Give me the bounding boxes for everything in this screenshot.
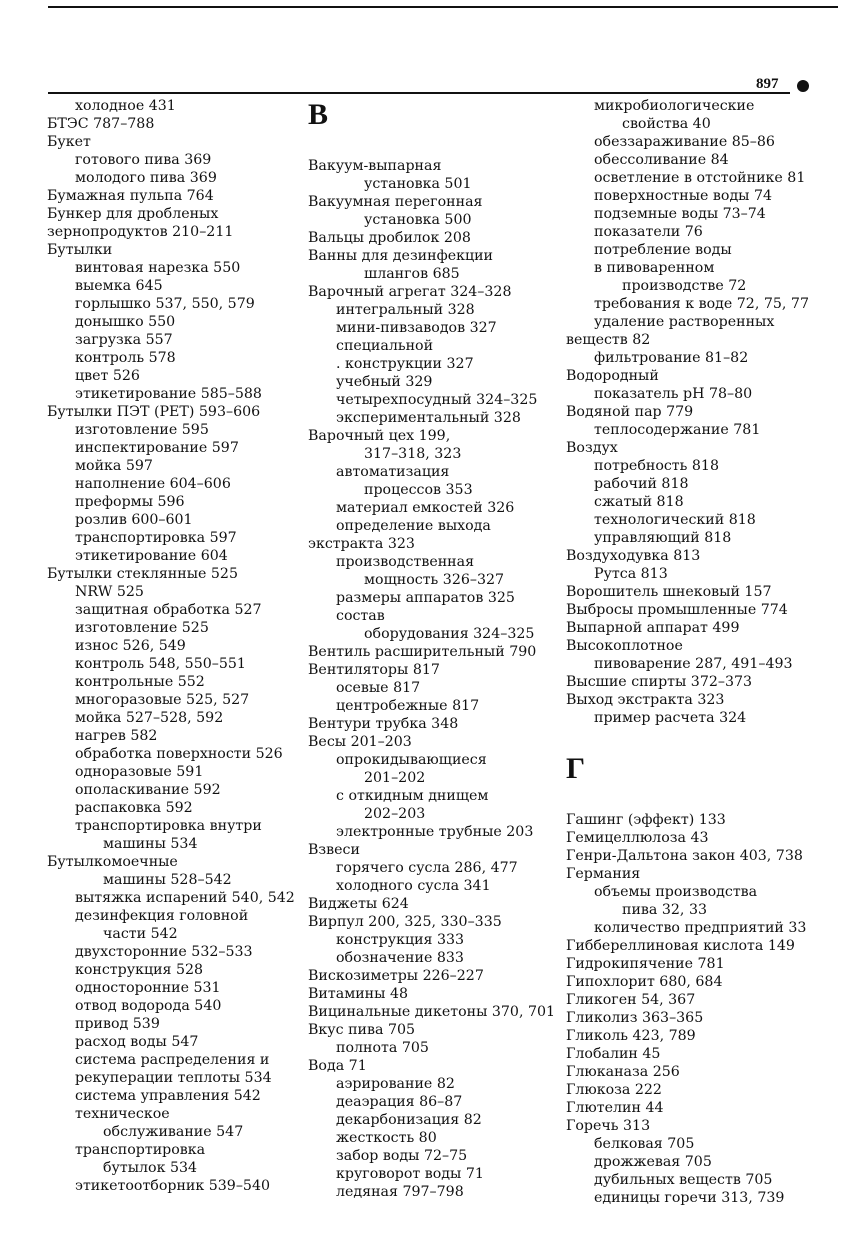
index-subentry: обслуживание 547 xyxy=(103,1124,244,1140)
index-subentry: аэрирование 82 xyxy=(336,1076,455,1092)
index-entry: Вирпул 200, 325, 330–335 xyxy=(308,914,502,930)
index-subentry: пива 32, 33 xyxy=(622,902,707,918)
index-subentry: электронные трубные 203 xyxy=(336,824,534,840)
index-entry: Букет xyxy=(47,134,91,150)
index-entry: Ворошитель шнековый 157 xyxy=(566,584,772,600)
index-subentry: теплосодержание 781 xyxy=(594,422,761,438)
index-subentry: с откидным днищем xyxy=(336,788,489,804)
section-letter: В xyxy=(308,98,329,131)
index-subentry: привод 539 xyxy=(75,1016,160,1032)
index-subentry: система распределения и xyxy=(75,1052,270,1068)
index-entry: Гипохлорит 680, 684 xyxy=(566,974,723,990)
index-subentry: обессоливание 84 xyxy=(594,152,729,168)
index-subentry: сжатый 818 xyxy=(594,494,684,510)
index-subentry: опрокидывающиеся xyxy=(336,752,487,768)
index-subentry: холодного сусла 341 xyxy=(336,878,491,894)
index-entry: Гликоген 54, 367 xyxy=(566,992,696,1008)
index-subentry: процессов 353 xyxy=(364,482,473,498)
index-entry: Воздух xyxy=(566,440,618,456)
page-bullet-icon xyxy=(797,80,809,92)
index-subentry: загрузка 557 xyxy=(75,332,173,348)
index-subentry: дубильных веществ 705 xyxy=(594,1172,773,1188)
index-subentry: пивоварение 287, 491–493 xyxy=(594,656,793,672)
index-entry: Водородный xyxy=(566,368,659,384)
index-subentry: специальной xyxy=(336,338,434,354)
index-entry: Вицинальные дикетоны 370, 701 xyxy=(308,1004,556,1020)
index-subentry: забор воды 72–75 xyxy=(336,1148,468,1164)
section-letter: Г xyxy=(566,752,586,785)
index-subentry: определение выхода xyxy=(336,518,491,534)
index-entry: Вальцы дробилок 208 xyxy=(308,230,471,246)
index-entry: Ванны для дезинфекции xyxy=(308,248,493,264)
index-entry: Глюкоза 222 xyxy=(566,1082,662,1098)
index-subentry: защитная обработка 527 xyxy=(75,602,262,618)
index-subentry: техническое xyxy=(75,1106,170,1122)
index-entry: Гидрокипячение 781 xyxy=(566,956,725,972)
index-subentry: бутылок 534 xyxy=(103,1160,198,1176)
index-subentry: конструкция 528 xyxy=(75,962,204,978)
index-column-2 xyxy=(308,97,558,1201)
index-subentry: наполнение 604–606 xyxy=(75,476,231,492)
index-entry: Бумажная пульпа 764 xyxy=(47,188,214,204)
index-subentry: показатели 76 xyxy=(594,224,703,240)
index-subentry: горячего сусла 286, 477 xyxy=(336,860,518,876)
index-subentry: горлышко 537, 550, 579 xyxy=(75,296,255,312)
index-entry: Вискозиметры 226–227 xyxy=(308,968,484,984)
index-subentry: мойка 597 xyxy=(75,458,153,474)
index-subentry: центробежные 817 xyxy=(336,698,480,714)
index-subentry: молодого пива 369 xyxy=(75,170,217,186)
index-subentry: транспортировка 597 xyxy=(75,530,237,546)
index-subentry: фильтрование 81–82 xyxy=(594,350,749,366)
index-entry: Гашинг (эффект) 133 xyxy=(566,812,726,828)
index-subentry: удаление растворенных xyxy=(594,314,775,330)
index-subentry: контроль 548, 550–551 xyxy=(75,656,246,672)
index-subentry: вытяжка испарений 540, 542 xyxy=(75,890,295,906)
index-subentry: технологический 818 xyxy=(594,512,756,528)
index-entry: Бункер для дробленых xyxy=(47,206,219,222)
index-entry: экстракта 323 xyxy=(308,536,415,552)
index-subentry: полнота 705 xyxy=(336,1040,429,1056)
index-subentry: мойка 527–528, 592 xyxy=(75,710,224,726)
index-entry: зернопродуктов 210–211 xyxy=(47,224,234,240)
index-entry: Вакуум-выпарная xyxy=(308,158,442,174)
index-subentry: экспериментальный 328 xyxy=(336,410,521,426)
index-entry: Выпарной аппарат 499 xyxy=(566,620,740,636)
index-subentry: выемка 645 xyxy=(75,278,163,294)
index-entry: БТЭС 787–788 xyxy=(47,116,155,132)
index-subentry: машины 528–542 xyxy=(103,872,232,888)
index-subentry: объемы производства xyxy=(594,884,758,900)
index-subentry: в пивоваренном xyxy=(594,260,715,276)
index-entry: Взвеси xyxy=(308,842,360,858)
index-subentry: 317–318, 323 xyxy=(364,446,462,462)
index-subentry: винтовая нарезка 550 xyxy=(75,260,241,276)
index-subentry: цвет 526 xyxy=(75,368,140,384)
index-subentry: декарбонизация 82 xyxy=(336,1112,482,1128)
index-entry: Глютелин 44 xyxy=(566,1100,664,1116)
index-entry: Варочный агрегат 324–328 xyxy=(308,284,512,300)
page-number: 897 xyxy=(756,76,779,92)
index-subentry: 201–202 xyxy=(364,770,426,786)
index-subentry: готового пива 369 xyxy=(75,152,212,168)
index-entry: Глюканаза 256 xyxy=(566,1064,680,1080)
index-entry: веществ 82 xyxy=(566,332,651,348)
index-subentry: размеры аппаратов 325 xyxy=(336,590,515,606)
index-entry: Гемицеллюлоза 43 xyxy=(566,830,709,846)
index-subentry: обозначение 833 xyxy=(336,950,464,966)
index-subentry: отвод водорода 540 xyxy=(75,998,222,1014)
index-subentry: интегральный 328 xyxy=(336,302,475,318)
index-entry: Вода 71 xyxy=(308,1058,367,1074)
index-subentry: нагрев 582 xyxy=(75,728,158,744)
index-subentry: осветление в отстойнике 81 xyxy=(594,170,806,186)
index-subentry: инспектирование 597 xyxy=(75,440,239,456)
index-entry: Воздуходувка 813 xyxy=(566,548,701,564)
index-subentry: материал емкостей 326 xyxy=(336,500,515,516)
index-entry: Виджеты 624 xyxy=(308,896,409,912)
index-subentry: белковая 705 xyxy=(594,1136,695,1152)
index-subentry: подземные воды 73–74 xyxy=(594,206,766,222)
index-entry: Варочный цех 199, xyxy=(308,428,451,444)
index-subentry: контрольные 552 xyxy=(75,674,205,690)
index-subentry: розлив 600–601 xyxy=(75,512,193,528)
index-entry: Бутылки ПЭТ (PET) 593–606 xyxy=(47,404,261,420)
index-subentry: пример расчета 324 xyxy=(594,710,747,726)
index-entry: Горечь 313 xyxy=(566,1118,651,1134)
index-subentry: требования к воде 72, 75, 77 xyxy=(594,296,809,312)
index-subentry: расход воды 547 xyxy=(75,1034,199,1050)
section-gap xyxy=(308,133,558,157)
index-entry: Бутылки стеклянные 525 xyxy=(47,566,238,582)
index-column-3 xyxy=(566,97,841,1207)
index-subentry: показатель pH 78–80 xyxy=(594,386,753,402)
index-subentry: рабочий 818 xyxy=(594,476,689,492)
index-subentry: контроль 578 xyxy=(75,350,176,366)
index-entry: Витамины 48 xyxy=(308,986,408,1002)
index-subentry: одноразовые 591 xyxy=(75,764,204,780)
index-entry: Генри-Дальтона закон 403, 738 xyxy=(566,848,803,864)
index-subentry: изготовление 525 xyxy=(75,620,209,636)
index-entry: Высокоплотное xyxy=(566,638,683,654)
index-subentry: производственная xyxy=(336,554,475,570)
index-subentry: этикетирование 585–588 xyxy=(75,386,262,402)
index-subentry: осевые 817 xyxy=(336,680,421,696)
index-subentry: . конструкции 327 xyxy=(336,356,474,372)
section-gap xyxy=(566,727,841,751)
index-entry: Вентури трубка 348 xyxy=(308,716,459,732)
index-subentry: жесткость 80 xyxy=(336,1130,437,1146)
index-subentry: односторонние 531 xyxy=(75,980,221,996)
index-entry: Германия xyxy=(566,866,641,882)
index-subentry: Рутса 813 xyxy=(594,566,668,582)
index-entry: Выход экстракта 323 xyxy=(566,692,725,708)
index-subentry: многоразовые 525, 527 xyxy=(75,692,250,708)
index-subentry: изготовление 595 xyxy=(75,422,209,438)
index-subentry: производстве 72 xyxy=(622,278,747,294)
index-subentry: 202–203 xyxy=(364,806,426,822)
index-subentry: учебный 329 xyxy=(336,374,433,390)
index-subentry: автоматизация xyxy=(336,464,450,480)
index-subentry: микробиологические xyxy=(594,98,755,114)
index-subentry: NRW 525 xyxy=(75,584,144,600)
index-entry: Водяной пар 779 xyxy=(566,404,694,420)
index-entry: Глобалин 45 xyxy=(566,1046,661,1062)
index-entry: Вентиль расширительный 790 xyxy=(308,644,537,660)
index-subentry: дезинфекция головной xyxy=(75,908,249,924)
index-entry: Гликоль 423, 789 xyxy=(566,1028,696,1044)
index-subentry: потребность 818 xyxy=(594,458,719,474)
index-subentry: мощность 326–327 xyxy=(364,572,505,588)
index-subentry: система управления 542 xyxy=(75,1088,261,1104)
index-subentry: единицы горечи 313, 739 xyxy=(594,1190,785,1206)
index-subentry: преформы 596 xyxy=(75,494,185,510)
index-entry: Вакуумная перегонная xyxy=(308,194,483,210)
section-gap xyxy=(566,787,841,811)
index-subentry: ополаскивание 592 xyxy=(75,782,221,798)
index-subentry: этикетирование 604 xyxy=(75,548,228,564)
index-subentry: шлангов 685 xyxy=(364,266,460,282)
index-entry: Высшие спирты 372–373 xyxy=(566,674,753,690)
index-subentry: части 542 xyxy=(103,926,178,942)
index-subentry: установка 500 xyxy=(364,212,472,228)
index-subentry: распаковка 592 xyxy=(75,800,193,816)
index-subentry: состав xyxy=(336,608,385,624)
index-entry: Выбросы промышленные 774 xyxy=(566,602,788,618)
index-subentry: обработка поверхности 526 xyxy=(75,746,283,762)
index-subentry: количество предприятий 33 xyxy=(594,920,807,936)
index-subentry: транспортировка xyxy=(75,1142,206,1158)
index-subentry: рекуперации теплоты 534 xyxy=(75,1070,272,1086)
index-subentry: холодное 431 xyxy=(75,98,176,114)
index-subentry: управляющий 818 xyxy=(594,530,732,546)
index-entry: Весы 201–203 xyxy=(308,734,412,750)
index-subentry: установка 501 xyxy=(364,176,472,192)
header-rule xyxy=(48,92,790,94)
index-subentry: транспортировка внутри xyxy=(75,818,262,834)
index-subentry: свойства 40 xyxy=(622,116,711,132)
index-subentry: ледяная 797–798 xyxy=(336,1184,464,1200)
index-subentry: дрожжевая 705 xyxy=(594,1154,712,1170)
index-entry: Гликолиз 363–365 xyxy=(566,1010,704,1026)
index-subentry: поверхностные воды 74 xyxy=(594,188,773,204)
index-entry: Вентиляторы 817 xyxy=(308,662,440,678)
index-subentry: деаэрация 86–87 xyxy=(336,1094,463,1110)
index-column-1 xyxy=(47,97,297,1195)
index-entry: Бутылкомоечные xyxy=(47,854,178,870)
index-subentry: потребление воды xyxy=(594,242,732,258)
index-subentry: конструкция 333 xyxy=(336,932,465,948)
index-subentry: мини-пивзаводов 327 xyxy=(336,320,497,336)
index-subentry: двухсторонние 532–533 xyxy=(75,944,253,960)
index-subentry: износ 526, 549 xyxy=(75,638,186,654)
index-entry: Бутылки xyxy=(47,242,113,258)
index-subentry: обеззараживание 85–86 xyxy=(594,134,775,150)
index-subentry: оборудования 324–325 xyxy=(364,626,535,642)
index-subentry: машины 534 xyxy=(103,836,198,852)
index-entry: Гиббереллиновая кислота 149 xyxy=(566,938,795,954)
top-rule xyxy=(48,6,838,8)
index-entry: Вкус пива 705 xyxy=(308,1022,416,1038)
index-subentry: круговорот воды 71 xyxy=(336,1166,484,1182)
index-subentry: донышко 550 xyxy=(75,314,176,330)
index-subentry: четырехпосудный 324–325 xyxy=(336,392,538,408)
index-subentry: этикетоотборник 539–540 xyxy=(75,1178,271,1194)
